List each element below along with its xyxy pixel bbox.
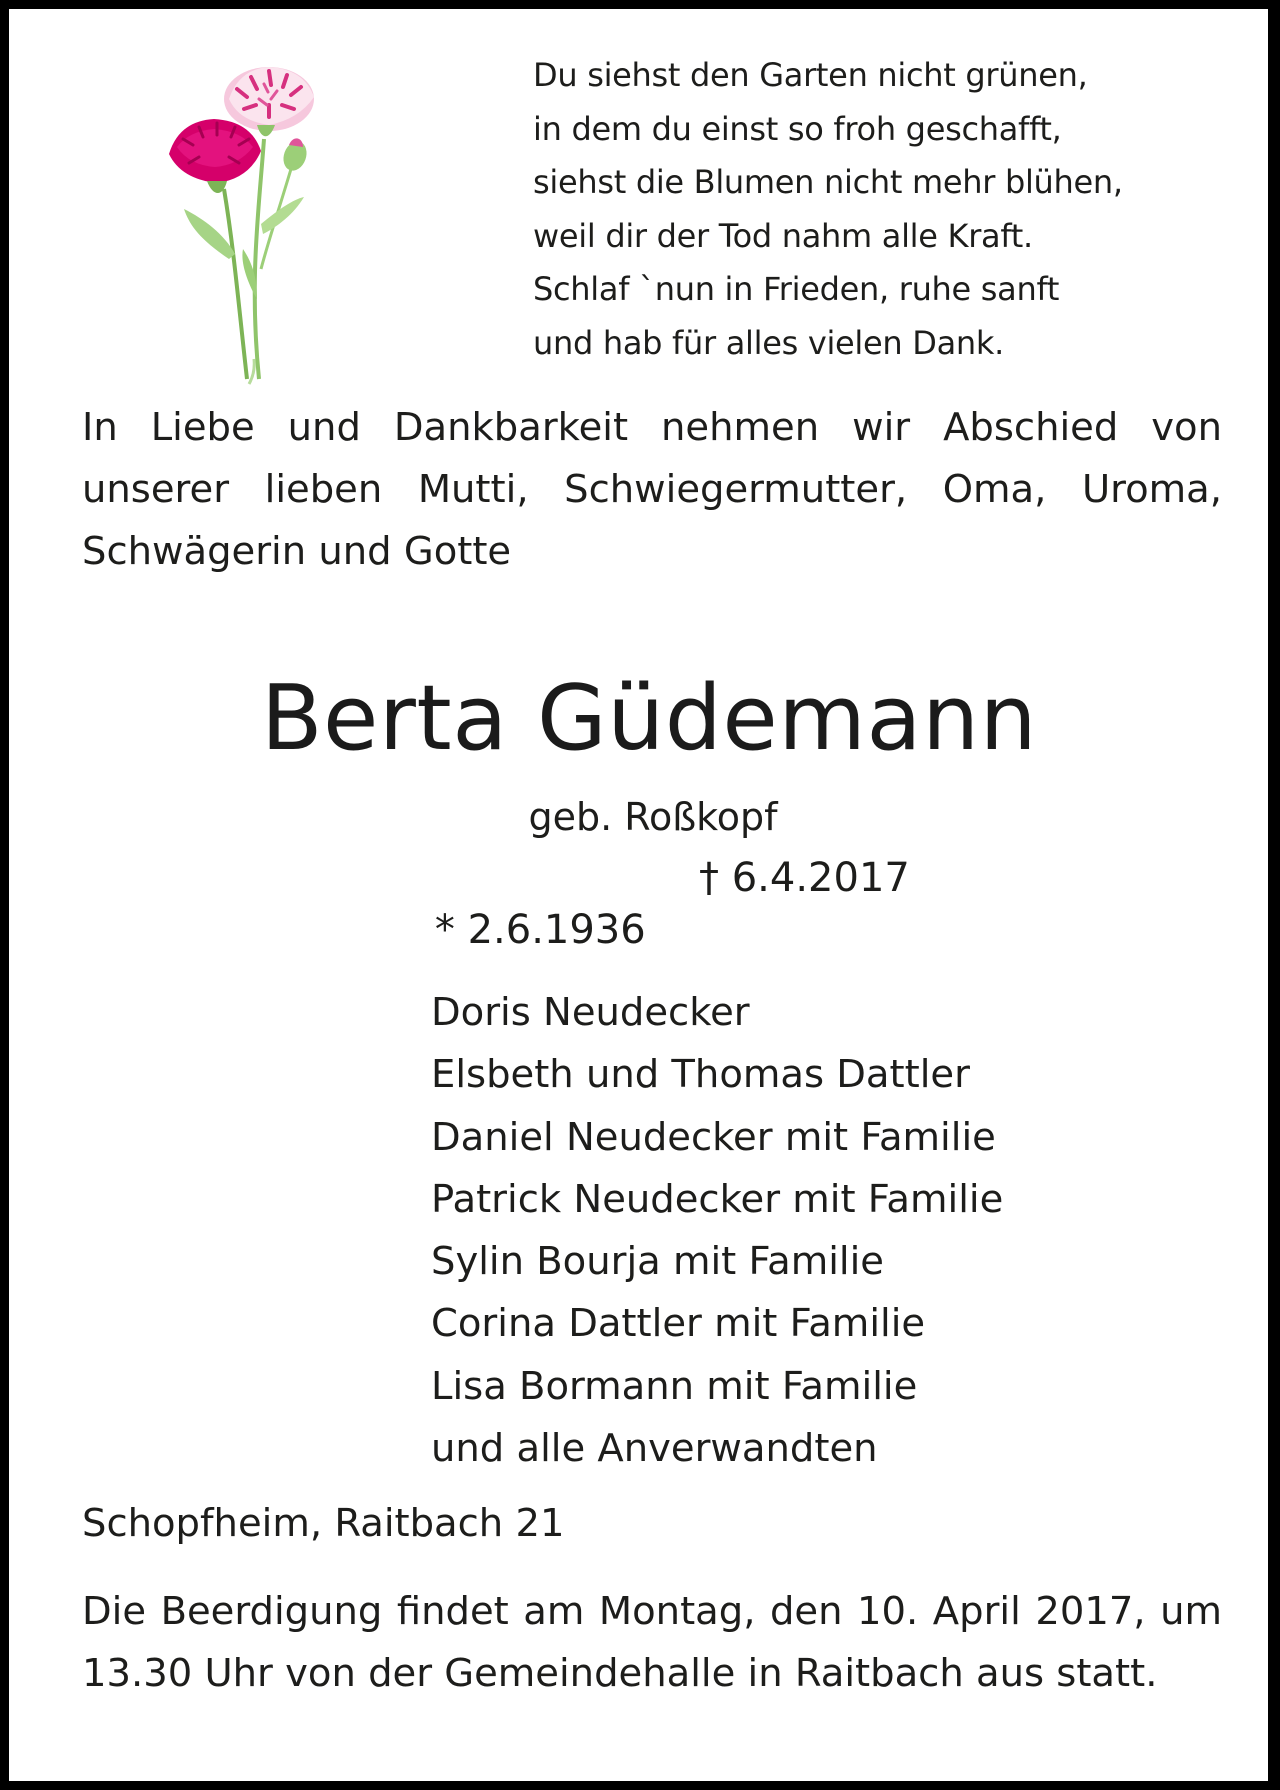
farewell-intro-text: In Liebe und Dankbarkeit nehmen wir Abschied von unserer lieben Mutti, Schwiegermutter, Oma, Uroma, Schwägerin und Gotte bbox=[82, 405, 1222, 574]
dark-carnation-blossom bbox=[169, 119, 261, 193]
poem-line: Schlaf `nun in Frieden, ruhe sanft bbox=[533, 270, 1060, 308]
deceased-name: Berta Güdemann bbox=[260, 666, 1038, 771]
mourner: Daniel Neudecker mit Familie bbox=[431, 1114, 996, 1160]
poem-line: und hab für alles vielen Dank. bbox=[533, 323, 1005, 362]
mourner: Elsbeth und Thomas Dattler bbox=[431, 1052, 970, 1098]
mourner: Lisa Bormann mit Familie bbox=[431, 1363, 918, 1409]
carnation-flower-illustration bbox=[169, 59, 329, 389]
mourner: Doris Neudecker bbox=[431, 990, 750, 1035]
poem-line: Du siehst den Garten nicht grünen, bbox=[533, 56, 1088, 94]
poem-line: in dem du einst so froh geschafft, bbox=[533, 109, 1062, 148]
memorial-poem bbox=[533, 49, 1123, 370]
birth-name: geb. Roßkopf bbox=[528, 795, 778, 839]
mourner: Patrick Neudecker mit Familie bbox=[431, 1176, 1004, 1222]
poem-line: siehst die Blumen nicht mehr blühen, bbox=[533, 163, 1123, 201]
poem-line: weil dir der Tod nahm alle Kraft. bbox=[533, 216, 1033, 255]
birth-date: * 2.6.1936 bbox=[434, 907, 646, 953]
mourners-list bbox=[431, 982, 1003, 1480]
mourner: Corina Dattler mit Familie bbox=[431, 1301, 926, 1347]
residence-address: Schopfheim, Raitbach 21 bbox=[82, 1501, 565, 1546]
mourner: und alle Anverwandten bbox=[431, 1426, 878, 1472]
funeral-notice: Die Beerdigung findet am Montag, den 10. April 2017, um 13.30 Uhr von der Gemeindehalle in Raitbach aus statt. bbox=[82, 1589, 1222, 1696]
mourner: Sylin Bourja mit Familie bbox=[431, 1239, 884, 1285]
death-date: † 6.4.2017 bbox=[699, 855, 910, 901]
